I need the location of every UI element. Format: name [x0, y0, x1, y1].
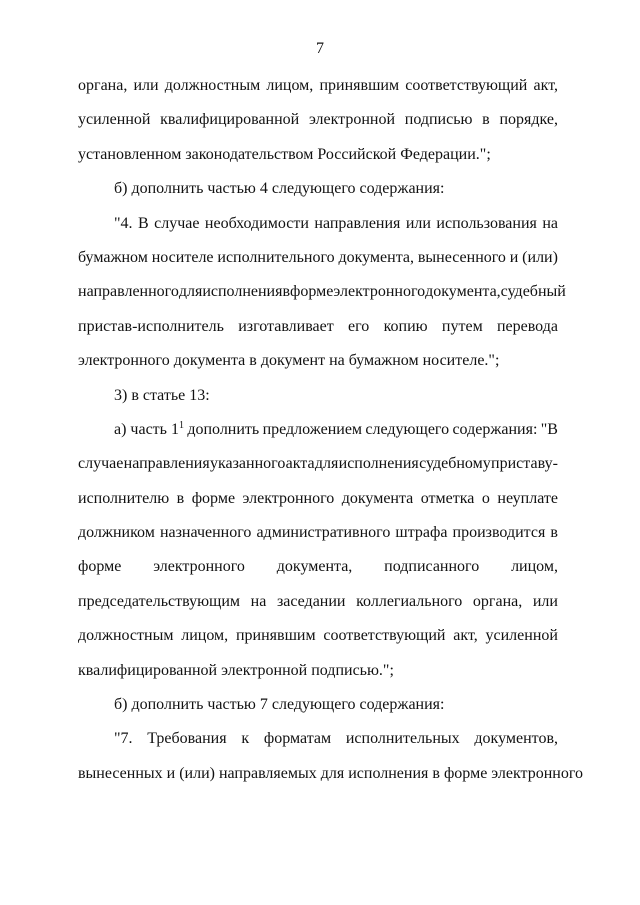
page-number: 7 — [316, 40, 324, 57]
text-word: В — [137, 214, 149, 232]
text-word: его — [348, 317, 370, 335]
text-word: "В — [540, 420, 558, 438]
text-word: на — [250, 592, 267, 610]
text-word: подписанного — [384, 558, 480, 576]
text-word: административного — [256, 524, 391, 542]
text-line — [78, 110, 558, 144]
text-word: для — [314, 455, 339, 473]
text-line: б) дополнить частью 7 следующего содержания: — [114, 696, 445, 714]
text-word: должностным — [78, 627, 174, 645]
text-word: копию — [383, 317, 428, 335]
text-word: акт, — [453, 627, 478, 645]
text-word: исполнения — [338, 455, 419, 473]
text-line — [78, 523, 558, 557]
text-word: органа, — [78, 77, 128, 94]
text-line — [78, 592, 558, 626]
text-line — [78, 282, 566, 316]
text-line: установленном законодательством Российской Федерации."; — [78, 145, 491, 163]
text-word: заседании — [276, 592, 346, 610]
text-word: на — [542, 214, 558, 232]
text-word: исполнительного — [217, 248, 335, 266]
text-word: исполнителю — [78, 489, 170, 507]
text-line — [78, 248, 558, 282]
text-word: подписью — [404, 111, 473, 129]
text-line — [78, 454, 558, 488]
text-word: направленного — [78, 283, 179, 301]
text-word: судебному — [419, 455, 491, 473]
text-word: принявшим — [235, 627, 316, 645]
text-word: производится — [452, 524, 546, 542]
text-word: документов, — [474, 730, 558, 748]
text-word: принявшим — [319, 77, 400, 94]
text-line — [78, 729, 558, 763]
text-word: должностным — [164, 77, 261, 94]
document-body — [78, 76, 583, 798]
text-word: направления — [314, 214, 401, 232]
text-line — [78, 317, 558, 351]
text-word: органа, — [472, 592, 523, 610]
text-word: "7. — [114, 730, 133, 748]
text-word: электронного — [333, 283, 426, 301]
text-word: а) часть $1^1$ — [114, 419, 184, 438]
text-word: направления — [123, 455, 210, 473]
text-word: к — [241, 730, 250, 748]
text-word: в — [282, 283, 291, 301]
text-word: электронного — [153, 558, 245, 576]
text-word: форме — [78, 558, 122, 576]
text-word: документа, — [425, 283, 501, 301]
text-word: и — [509, 248, 519, 266]
text-word: усиленной — [485, 627, 558, 645]
text-line — [78, 489, 558, 523]
text-word: необходимости — [204, 214, 309, 232]
text-word: изготавливает — [238, 317, 334, 335]
text-word: указанного — [209, 455, 286, 473]
text-word: документа — [341, 489, 414, 507]
text-line — [78, 626, 558, 660]
text-line: квалифицированной электронной подписью."; — [78, 661, 394, 679]
text-word: квалифицированной — [160, 111, 300, 129]
text-word: о — [481, 489, 490, 507]
text-word: лицом, — [181, 627, 229, 645]
text-word: лицом, — [266, 77, 314, 94]
text-word: акт, — [533, 77, 558, 94]
text-word: порядке, — [499, 111, 558, 129]
text-word: должником — [78, 524, 155, 542]
text-line: б) дополнить частью 4 следующего содержания: — [114, 180, 445, 198]
text-word: в — [176, 489, 185, 507]
text-word: перевода — [496, 317, 558, 335]
text-line: вынесенных и (или) направляемых для исполнения в форме электронного — [78, 764, 583, 782]
text-word: документа, — [276, 558, 353, 576]
text-word: лицом, — [511, 558, 558, 576]
text-word: в — [550, 524, 558, 542]
text-word: носителе — [151, 248, 214, 266]
text-line: электронного документа в документ на бумажном носителе."; — [78, 352, 500, 370]
text-word: или — [133, 77, 159, 94]
text-word: электронной — [308, 111, 396, 129]
text-word: пристав-исполнитель — [78, 317, 224, 335]
text-word: соответствующий — [323, 627, 446, 645]
text-word: исполнительных — [345, 730, 460, 748]
text-word: случае — [78, 455, 124, 473]
text-word: путем — [441, 317, 483, 335]
text-word: назначенного — [159, 524, 252, 542]
text-word: для — [178, 283, 203, 301]
text-word: штрафа — [395, 524, 448, 542]
text-word: следующего — [365, 420, 450, 438]
text-word: (или) — [522, 248, 558, 266]
text-word: предложением — [262, 420, 363, 438]
text-word: случае — [154, 214, 200, 232]
text-word: исполнения — [202, 283, 283, 301]
text-word: отметка — [420, 489, 475, 507]
text-word: судебный — [500, 283, 566, 301]
text-word: форме — [290, 283, 334, 301]
text-word: или — [532, 592, 558, 610]
text-word: "4. — [114, 214, 133, 232]
text-line — [78, 420, 558, 454]
text-word: форме — [191, 489, 236, 507]
text-word: Требования — [147, 730, 227, 748]
text-line — [78, 214, 558, 248]
superscript: 1 — [178, 419, 184, 431]
text-word: неуплате — [497, 489, 558, 507]
text-word: документа, — [338, 248, 415, 266]
text-word: в — [482, 111, 490, 129]
text-line — [78, 76, 558, 110]
text-word: использования — [436, 214, 537, 232]
text-word: коллегиального — [356, 592, 463, 610]
text-word: приставу- — [491, 455, 558, 473]
text-word: акта — [285, 455, 315, 473]
text-word: соответствующий — [405, 77, 528, 94]
text-word: или — [405, 214, 431, 232]
text-word: усиленной — [78, 111, 151, 129]
text-word: бумажном — [78, 248, 148, 266]
text-word: электронного — [242, 489, 335, 507]
text-line: 3) в статье 13: — [114, 386, 210, 404]
text-line — [78, 557, 558, 591]
text-word: председательствующим — [78, 592, 241, 610]
text-word: форматам — [263, 730, 332, 748]
text-word: дополнить — [187, 420, 260, 438]
text-word: содержания: — [452, 420, 538, 438]
text-word: вынесенного — [417, 248, 506, 266]
